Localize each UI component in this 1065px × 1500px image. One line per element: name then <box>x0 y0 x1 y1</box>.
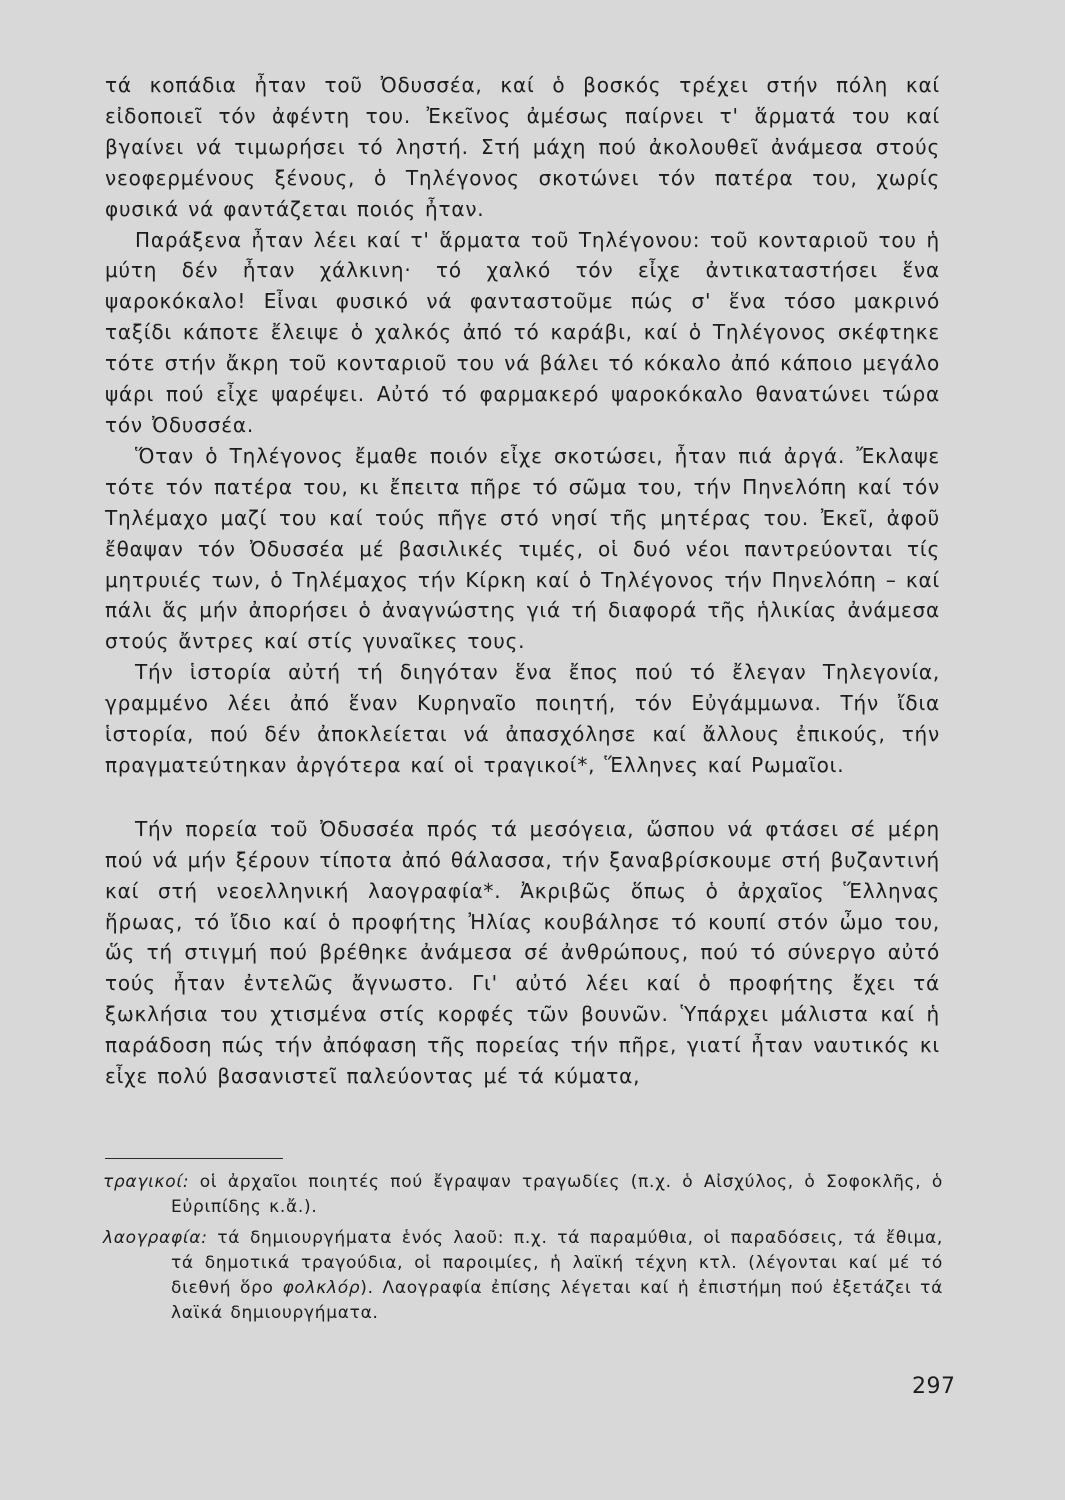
footnote-text: οἱ ἀρχαῖοι ποιητές πού ἔγραψαν τραγωδίες (π.χ. ὁ Αἰσχύλος, ὁ Σοφοκλῆς, ὁ Εὐριπίδης κ.ἄ.). <box>171 1172 943 1217</box>
paragraph-2: Παράξενα ἦταν λέει καί τ' ἅρματα τοῦ Τηλέγονου: τοῦ κονταριοῦ του ἡ μύτη δέν ἦταν χάλκινη· τό χαλκό τόν εἶχε ἀντικαταστήσει ἕνα ψαροκόκαλο! Εἶναι φυσικό νά φανταστοῦμε πώς σ' ἕνα τόσο μακρινό ταξίδι κάποτε ἔλειψε ὁ χαλκός ἀπό τό καράβι, καί ὁ Τηλέγονος σκέφτηκε τότε στήν ἄκρη τοῦ κονταριοῦ του νά βάλει τό κόκαλο ἀπό κάποιο μεγάλο ψάρι πού εἶχε ψαρέψει. Αὐτό τό φαρμακερό ψαροκόκαλο θανατώνει τώρα τόν Ὀδυσσέα. <box>105 227 940 437</box>
footnote-text-tail: ). Λαογραφία ἐπίσης λέγεται καί ἡ ἐπιστήμη πού ἐξετάζει τά λαϊκά δημιουργήματα. <box>171 1278 943 1323</box>
page-number: 297 <box>912 1374 956 1399</box>
footnote-separator <box>105 1158 283 1159</box>
main-text <box>105 70 940 1092</box>
footnote-term: λαογραφία: <box>103 1228 208 1248</box>
paragraph-5: Τήν πορεία τοῦ Ὀδυσσέα πρός τά μεσόγεια, ὥσπου νά φτάσει σέ μέρη πού νά μήν ξέρουν τίποτα ἀπό θάλασσα, τήν ξαναβρίσκουμε στή βυζαντινή καί στή νεοελληνική λαογραφία*. Ἀκριβῶς ὅπως ὁ ἀρχαῖος Ἕλληνας ἥρωας, τό ἴδιο καί ὁ προφήτης Ἠλίας κουβάλησε τό κουπί στόν ὦμο του, ὥς τή στιγμή πού βρέθηκε ἀνάμεσα σέ ἀνθρώπους, πού τό σύνεργο αὐτό τούς ἦταν ἐντελῶς ἄγνωστο. Γι' αὐτό λέει καί ὁ προφήτης ἔχει τά ξωκλήσια του χτισμένα στίς κορφές τῶν βουνῶν. Ὑπάρχει μάλιστα καί ἡ παράδοση πώς τήν ἀπόφαση τῆς πορείας τήν πῆρε, γιατί ἦταν ναυτικός κι εἶχε πολύ βασανιστεῖ παλεύοντας μέ τά κύματα, <box>105 816 940 1089</box>
footnote-laografia <box>103 1226 943 1326</box>
footnote-tragikoi <box>103 1170 943 1220</box>
paragraph-3: Ὅταν ὁ Τηλέγονος ἔμαθε ποιόν εἶχε σκοτώσει, ἦταν πιά ἀργά. Ἔκλαψε τότε τόν πατέρα του, κι ἔπειτα πῆρε τό σῶμα του, τήν Πηνελόπη καί τόν Τηλέμαχο μαζί του καί τούς πῆγε στό νησί τῆς μητέρας του. Ἐκεῖ, ἀφοῦ ἔθαψαν τόν Ὀδυσσέα μέ βασιλικές τιμές, οἱ δυό νέοι παντρεύονται τίς μητρυιές των, ὁ Τηλέμαχος τήν Κίρκη καί ὁ Τηλέγονος τήν Πηνελόπη – καί πάλι ἅς μήν ἀπορήσει ὁ ἀναγνώστης γιά τή διαφορά τῆς ἡλικίας ἀνάμεσα στούς ἄντρες καί στίς γυναῖκες τους. <box>105 443 940 654</box>
footnote-text: τά δημιουργήματα ἑνός λαοῦ: π.χ. τά παραμύθια, οἱ παραδόσεις, τά ἔθιμα, τά δημοτικά τραγούδια, οἱ παροιμίες, ἡ λαϊκή τέχνη κτλ. (λέγονται καί μέ τό διεθνή ὅρο <box>171 1228 943 1298</box>
footnotes <box>103 1170 943 1332</box>
paragraph-4: Τήν ἱστορία αὐτή τή διηγόταν ἕνα ἔπος πού τό ἔλεγαν Τηλεγονία, γραμμένο λέει ἀπό ἕναν Κυρηναῖο ποιητή, τόν Εὐγάμμωνα. Τήν ἴδια ἱστορία, πού δέν ἀποκλείεται νά ἀπασχόλησε καί ἄλλους ἐπικούς, τήν πραγματεύτηκαν ἀργότερα καί οἱ τραγικοί*, Ἕλληνες καί Ρωμαῖοι. <box>105 660 940 777</box>
footnote-italic-term: φολκλόρ <box>282 1278 361 1298</box>
paragraph-1: τά κοπάδια ἦταν τοῦ Ὀδυσσέα, καί ὁ βοσκός τρέχει στήν πόλη καί εἰδοποιεῖ τόν ἀφέντη του. Ἐκεῖνος ἀμέσως παίρνει τ' ἅρματά του καί βγαίνει νά τιμωρήσει τό ληστή. Στή μάχη πού ἀκολουθεῖ ἀνάμεσα στούς νεοφερμένους ξένους, ὁ Τηλέγονος σκοτώνει τόν πατέρα του, χωρίς φυσικά νά φαντάζεται ποιός ἦταν. <box>105 73 940 221</box>
footnote-term: τραγικοί: <box>103 1172 190 1192</box>
